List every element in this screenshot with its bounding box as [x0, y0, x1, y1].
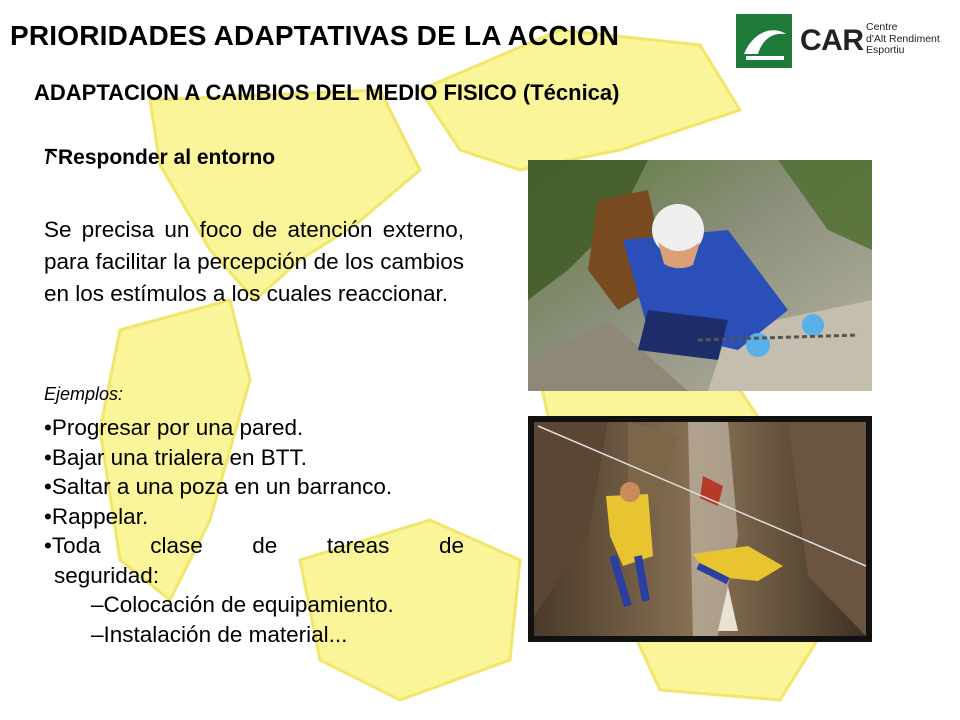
examples-label: Ejemplos: [44, 384, 124, 404]
slide-subtitle: ADAPTACION A CAMBIOS DEL MEDIO FISICO (Técnica) [34, 80, 620, 105]
logo-tagline-line: Centre [866, 21, 898, 33]
list-item-word: clase [150, 533, 203, 558]
list-item: •Progresar por una pared. [44, 415, 304, 440]
logo-tagline-line: d'Alt Rendiment [866, 32, 940, 45]
list-item: •Rappelar. [44, 503, 149, 529]
list-item-word: de [438, 533, 464, 558]
logo-tagline [866, 22, 940, 57]
rappelling-photo [528, 416, 872, 642]
logo-tagline-line: Esportiu [866, 44, 905, 56]
section-heading-text: Responder al entorno [58, 146, 276, 169]
climber-photo [528, 160, 872, 391]
examples-list [44, 413, 464, 649]
logo-brand: CAR [800, 24, 864, 57]
list-subitem: –Instalación de material... [91, 621, 348, 647]
list-subitem: –Colocación de equipamiento. [91, 592, 394, 617]
list-item: •Saltar a una poza en un barranco. [44, 474, 393, 499]
section-paragraph: Se precisa un foco de atención externo, para facilitar la percepción de los cambios en los estímulos a los cuales reaccionar. [44, 217, 464, 306]
list-item-continuation: seguridad: [54, 562, 160, 588]
list-item-word: •Toda [44, 533, 101, 558]
arrow-bullet-icon [44, 147, 58, 165]
section-heading [44, 146, 275, 170]
list-item: •Bajar una trialera en BTT. [44, 444, 308, 470]
car-logo-mark-icon [736, 14, 792, 68]
list-item-word: tareas [326, 533, 390, 558]
slide-title: PRIORIDADES ADAPTATIVAS DE LA ACCION [10, 20, 620, 51]
list-item-word: de [252, 533, 278, 558]
list-item [44, 531, 464, 561]
car-logo [736, 14, 946, 68]
